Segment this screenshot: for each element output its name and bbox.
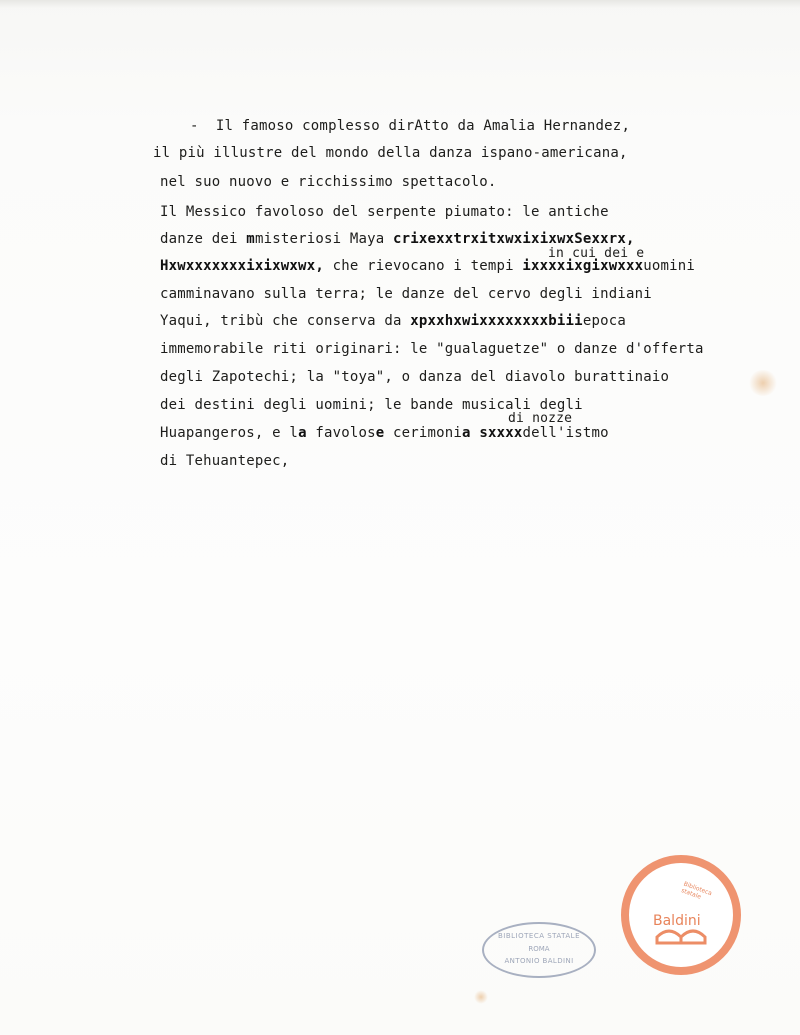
text-line: dei destini degli uomini; le bande musicali degli bbox=[160, 397, 583, 413]
text-line: - Il famoso complesso dirAtto da Amalia Hernandez, bbox=[190, 118, 631, 134]
library-logo: Biblioteca statale Baldini bbox=[621, 855, 741, 975]
text-line: danze dei mmisteriosi Maya crixexxtrxitxwxixixwxSexxrx, bbox=[160, 231, 635, 247]
struck-out-text: sxxxx bbox=[479, 425, 523, 441]
text-line: Hxwxxxxxxxixixwxwx, che rievocano i tempi ixxxxixgixwxxxuomini bbox=[160, 258, 696, 274]
struck-out-text: m bbox=[246, 231, 255, 247]
text-line: di Tehuantepec, bbox=[160, 453, 290, 469]
struck-out-text: a bbox=[298, 425, 307, 441]
struck-out-text: ixxxxixgixwxxx bbox=[522, 258, 644, 274]
handwritten-insertion: in cui dei e bbox=[548, 246, 645, 261]
page-top-shadow bbox=[0, 0, 800, 8]
text-line: nel suo nuovo e ricchissimo spettacolo. bbox=[160, 174, 497, 190]
book-icon bbox=[629, 863, 733, 967]
text-line: camminavano sulla terra; le danze del cervo degli indiani bbox=[160, 286, 652, 302]
text-line: immemorabile riti originari: le "gualaguetze" o danze d'offerta bbox=[160, 341, 704, 357]
typewritten-text bbox=[0, 0, 704, 469]
struck-out-text: xpxxhxwixxxxxxxxbiii bbox=[410, 313, 583, 329]
stain-mark bbox=[474, 990, 488, 1004]
library-stamp: BIBLIOTECA STATALE ROMA ANTONIO BALDINI bbox=[482, 922, 596, 978]
struck-out-text: e bbox=[375, 425, 385, 441]
struck-out-text: a bbox=[462, 425, 471, 441]
struck-out-text: Hxwxxxxxxxixixwxwx, bbox=[160, 258, 324, 274]
stain-mark bbox=[748, 370, 778, 396]
text-line: degli Zapotechi; la "toya", o danza del diavolo burattinaio bbox=[160, 369, 670, 385]
text-line: Huapangeros, e la favolose cerimonia sxxxxdell'istmo bbox=[160, 425, 609, 441]
text-line: Il Messico favoloso del serpente piumato: le antiche bbox=[160, 204, 609, 220]
text-line: Yaqui, tribù che conserva da xpxxhxwixxxxxxxxbiiiepoca bbox=[160, 313, 626, 329]
handwritten-insertion: di nozze bbox=[508, 411, 573, 426]
text-line: il più illustre del mondo della danza ispano-americana, bbox=[153, 145, 628, 161]
struck-out-text: crixexxtrxitxwxixixwxSexxrx, bbox=[393, 231, 635, 247]
